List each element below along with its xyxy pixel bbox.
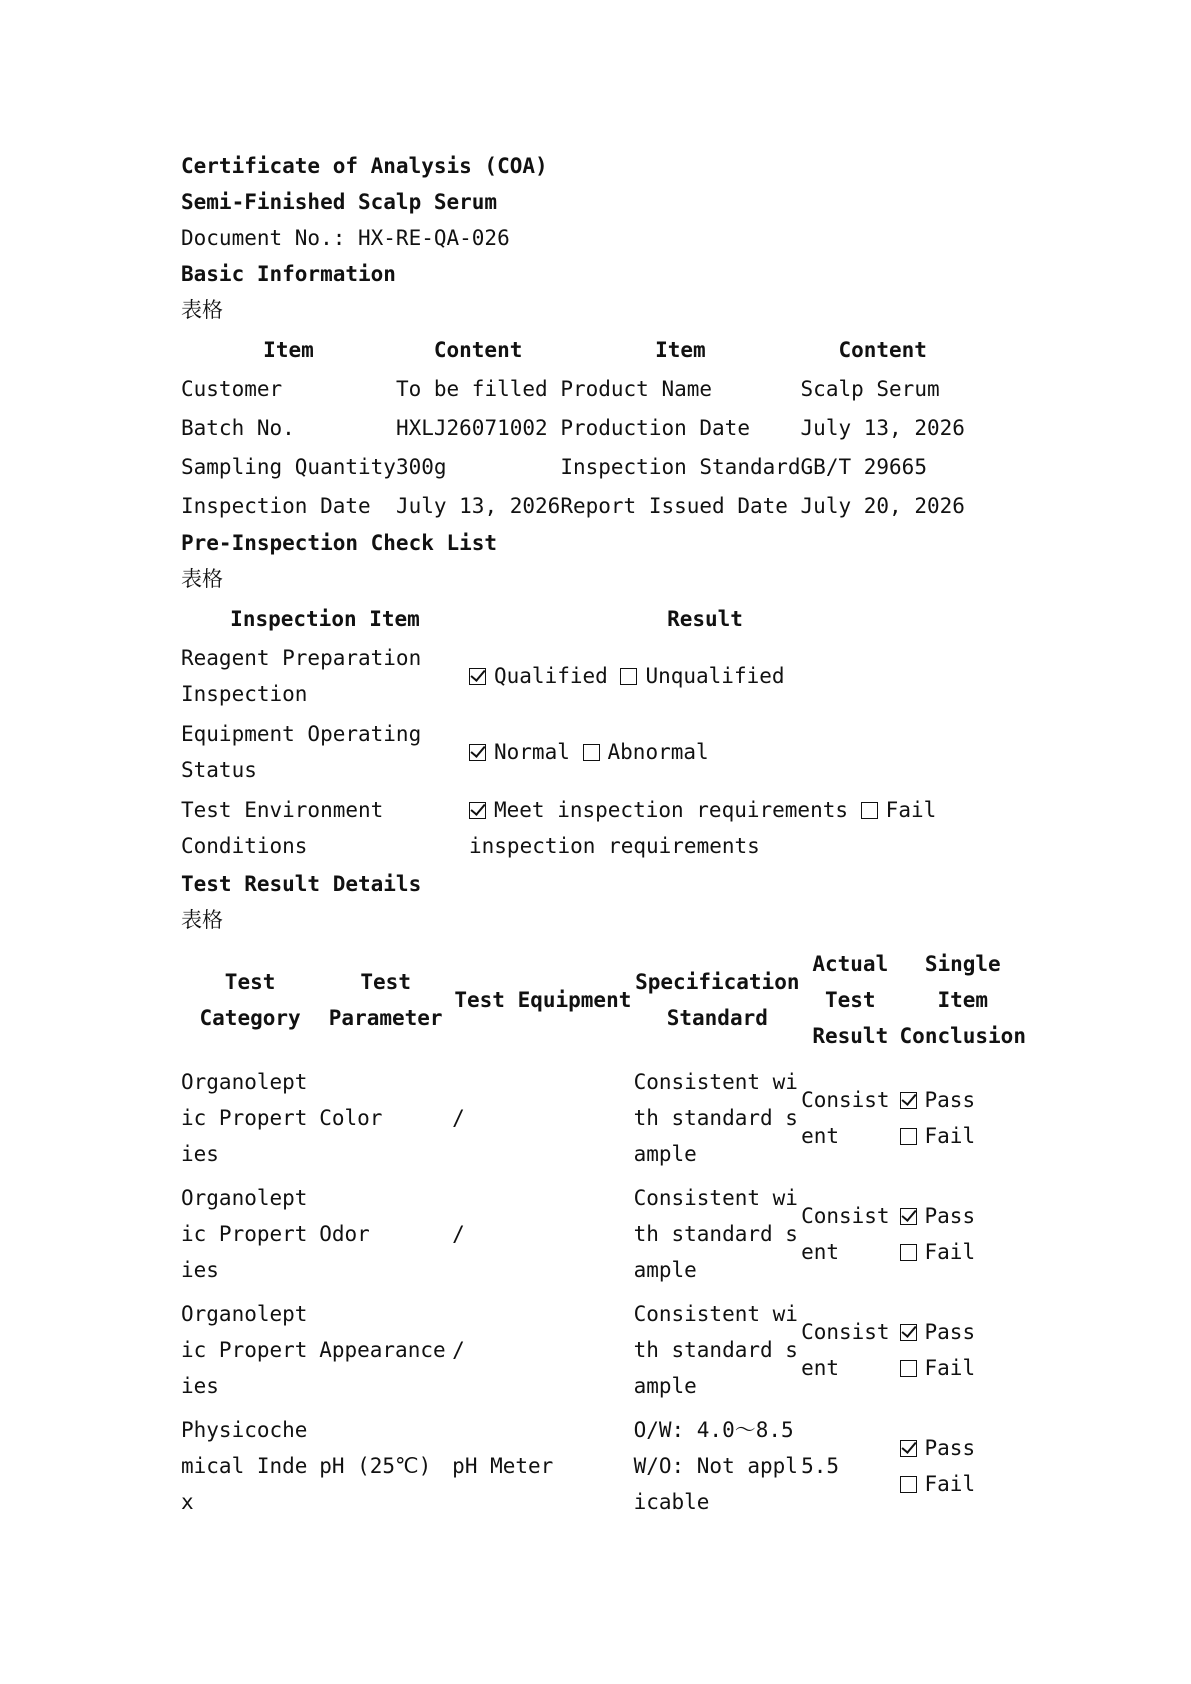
conclusion-cell	[900, 1408, 1026, 1524]
table-row	[181, 790, 941, 866]
result-cell	[469, 790, 941, 866]
pass-label: Pass	[924, 1204, 976, 1228]
header-result: Result	[667, 606, 743, 631]
test-category: Organoleptic Properties	[181, 1070, 308, 1166]
test-parameter: Appearance	[319, 1338, 446, 1362]
cell: To be filled	[395, 376, 548, 401]
header-test-parameter: Test Parameter	[328, 970, 443, 1030]
actual-result: 5.5	[801, 1454, 839, 1478]
actual-result: Consistent	[801, 1320, 890, 1380]
inspection-item: Test Environment Conditions	[181, 798, 384, 858]
basic-table-label: 表格	[181, 298, 223, 322]
fail-label: Fail	[924, 1472, 976, 1496]
conclusion-cell	[900, 1176, 1026, 1292]
cell: Report Issued Date	[560, 493, 788, 518]
test-category: Organoleptic Properties	[181, 1302, 308, 1398]
cell: Inspection Standard	[560, 454, 801, 479]
cell: Customer	[181, 376, 283, 401]
test-parameter: Odor	[319, 1222, 370, 1246]
header-specification-standard: Specification Standard	[635, 970, 800, 1030]
checked-checkbox-icon[interactable]	[900, 1208, 917, 1225]
checked-checkbox-icon[interactable]	[900, 1092, 917, 1109]
option-label: Meet inspection requirements	[494, 798, 849, 822]
cell: July 13, 2026	[800, 415, 965, 440]
pre-table-label: 表格	[181, 567, 223, 591]
empty-checkbox-icon[interactable]	[900, 1244, 917, 1261]
cell: July 13, 2026	[395, 493, 561, 518]
empty-checkbox-icon[interactable]	[583, 744, 600, 761]
table-row	[181, 486, 965, 525]
pass-label: Pass	[924, 1088, 976, 1112]
conclusion-cell	[900, 1292, 1026, 1408]
table-row	[181, 638, 941, 714]
result-cell	[469, 638, 941, 714]
pre-inspection-heading: Pre-Inspection Check List	[181, 531, 498, 555]
basic-info-table	[181, 330, 965, 525]
table-row	[181, 1408, 1026, 1524]
document-subtitle: Semi-Finished Scalp Serum	[181, 190, 498, 214]
test-parameter: pH (25℃)	[319, 1454, 432, 1478]
option-label: Abnormal	[607, 740, 709, 764]
inspection-item: Equipment Operating Status	[181, 722, 422, 782]
option-label: Normal	[494, 740, 570, 764]
empty-checkbox-icon[interactable]	[861, 802, 878, 819]
test-category: Physicochemical Index	[181, 1418, 308, 1514]
header-actual-test-result: Actual Test Result	[812, 952, 889, 1048]
specification-standard: Consistent with standard sample	[633, 1186, 798, 1282]
header-item: Item	[263, 337, 314, 362]
header-single-item-conclusion: Single Item Conclusion	[899, 952, 1026, 1048]
checked-checkbox-icon[interactable]	[900, 1440, 917, 1457]
empty-checkbox-icon[interactable]	[900, 1360, 917, 1377]
result-cell	[469, 714, 941, 790]
basic-header-row	[181, 330, 965, 369]
results-table-label: 表格	[181, 908, 223, 932]
option-label: Unqualified	[645, 664, 785, 688]
specification-standard: Consistent with standard sample	[633, 1070, 798, 1166]
test-equipment: /	[452, 1106, 465, 1130]
actual-result: Consistent	[801, 1204, 890, 1264]
test-parameter: Color	[319, 1106, 383, 1130]
fail-label: Fail	[924, 1124, 976, 1148]
empty-checkbox-icon[interactable]	[900, 1476, 917, 1493]
test-equipment: pH Meter	[452, 1454, 554, 1478]
pre-inspection-table	[181, 599, 941, 866]
basic-info-heading: Basic Information	[181, 262, 396, 286]
specification-standard: O/W: 4.0～8.5W/O: Not applicable	[633, 1418, 798, 1514]
results-header-row	[181, 940, 1026, 1060]
option-label: Qualified	[494, 664, 608, 688]
document-page	[181, 148, 1061, 1524]
pass-label: Pass	[924, 1320, 976, 1344]
table-row	[181, 1060, 1026, 1176]
cell: HXLJ26071002	[395, 415, 548, 440]
test-category: Organoleptic Properties	[181, 1186, 308, 1282]
test-results-heading: Test Result Details	[181, 872, 422, 896]
document-number: Document No.: HX-RE-QA-026	[181, 226, 510, 250]
checked-checkbox-icon[interactable]	[469, 802, 486, 819]
conclusion-cell	[900, 1060, 1026, 1176]
actual-result: Consistent	[801, 1088, 890, 1148]
table-row	[181, 408, 965, 447]
cell: Production Date	[560, 415, 750, 440]
table-row	[181, 714, 941, 790]
cell: Product Name	[560, 376, 713, 401]
document-title: Certificate of Analysis (COA)	[181, 154, 548, 178]
table-row	[181, 1176, 1026, 1292]
cell: 300g	[395, 454, 447, 479]
checked-checkbox-icon[interactable]	[469, 668, 486, 685]
table-row	[181, 1292, 1026, 1408]
cell: Inspection Date	[181, 493, 371, 518]
inspection-item: Reagent Preparation Inspection	[181, 646, 422, 706]
header-inspection-item: Inspection Item	[230, 606, 420, 631]
pass-label: Pass	[924, 1436, 976, 1460]
checked-checkbox-icon[interactable]	[900, 1324, 917, 1341]
test-results-table	[181, 940, 1026, 1524]
cell: GB/T 29665	[800, 454, 927, 479]
checked-checkbox-icon[interactable]	[469, 744, 486, 761]
table-row	[181, 447, 965, 486]
test-equipment: /	[452, 1338, 465, 1362]
fail-label: Fail	[924, 1356, 976, 1380]
cell: Scalp Serum	[800, 376, 940, 401]
specification-standard: Consistent with standard sample	[633, 1302, 798, 1398]
empty-checkbox-icon[interactable]	[620, 668, 637, 685]
header-content: Content	[838, 337, 927, 362]
cell: Batch No.	[181, 415, 295, 440]
header-content: Content	[433, 337, 523, 362]
option-label: Fail inspection requirements	[469, 798, 937, 858]
header-test-equipment: Test Equipment	[454, 988, 632, 1012]
header-test-category: Test Category	[199, 970, 301, 1030]
table-row	[181, 369, 965, 408]
fail-label: Fail	[924, 1240, 976, 1264]
header-item: Item	[655, 337, 706, 362]
test-equipment: /	[452, 1222, 465, 1246]
pre-header-row	[181, 599, 941, 638]
cell: July 20, 2026	[800, 493, 965, 518]
cell: Sampling Quantity	[181, 454, 396, 479]
empty-checkbox-icon[interactable]	[900, 1128, 917, 1145]
